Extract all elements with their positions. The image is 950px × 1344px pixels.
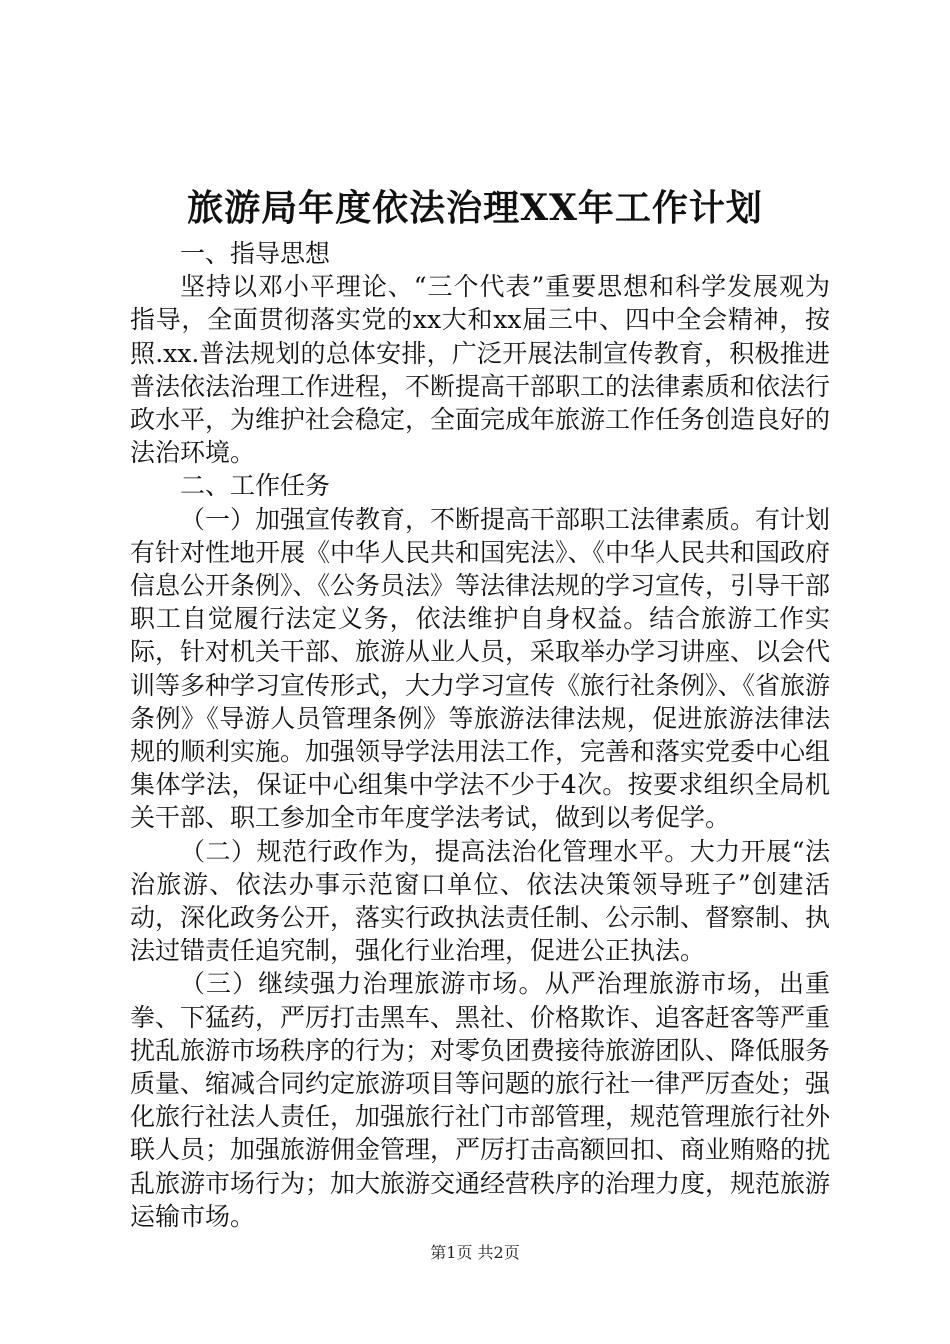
- page-footer: 第1页 共2页: [430, 1243, 520, 1262]
- paragraph-task-2: （二）规范行政作为，提高法治化管理水平。大力开展“法治旅游、依法办事示范窗口单位、依法决策领导班子”创建活动，深化政务公开，落实行政执法责任制、公示制、督察制、执法过错责任追究制，强化行业治理，促进公正执法。: [130, 836, 831, 966]
- paragraph-guiding-ideology: 坚持以邓小平理论、“三个代表”重要思想和科学发展观为指导，全面贯彻落实党的xx大和xx届三中、四中全会精神，按照.xx.普法规划的总体安排，广泛开展法制宣传教育，积极推进普法依法治理工作进程，不断提高干部职工的法律素质和依法行政水平，为维护社会稳定，全面完成年旅游工作任务创造良好的法治环境。: [130, 272, 831, 468]
- document-body: [130, 237, 830, 1233]
- section-heading-guiding-ideology: 一、指导思想: [180, 239, 331, 268]
- document-title: 旅游局年度依法治理XX年工作计划: [187, 187, 763, 229]
- section-heading-work-tasks: 二、工作任务: [180, 471, 331, 501]
- paragraph-task-1: （一）加强宣传教育，不断提高干部职工法律素质。有计划有针对性地开展《中华人民共和国宪法》、《中华人民共和国政府信息公开条例》、《公务员法》等法律法规的学习宣传，引导干部职工自觉履行法定义务，依法维护自身权益。结合旅游工作实际，针对机关干部、旅游从业人员，采取举办学习讲座、以会代训等多种学习宣传形式，大力学习宣传《旅行社条例》、《省旅游条例》《导游人员管理条例》等旅游法律法规，促进旅游法律法规的顺利实施。加强领导学法用法工作，完善和落实党委中心组集体学法，保证中心组集中学法不少于4次。按要求组织全局机关干部、职工参加全市年度学法考试，做到以考促学。: [130, 504, 831, 833]
- paragraph-task-3: （三）继续强力治理旅游市场。从严治理旅游市场，出重拳、下猛药，严厉打击黑车、黑社、价格欺诈、追客赶客等严重扰乱旅游市场秩序的行为；对零负团费接待旅游团队、降低服务质量、缩减合同约定旅游项目等问题的旅行社一律严厉查处；强化旅行社法人责任，加强旅行社门市部管理，规范管理旅行社外联人员；加强旅游佣金管理，严厉打击高额回扣、商业贿赂的扰乱旅游市场行为；加大旅游交通经营秩序的治理力度，规范旅游运输市场。: [130, 969, 831, 1231]
